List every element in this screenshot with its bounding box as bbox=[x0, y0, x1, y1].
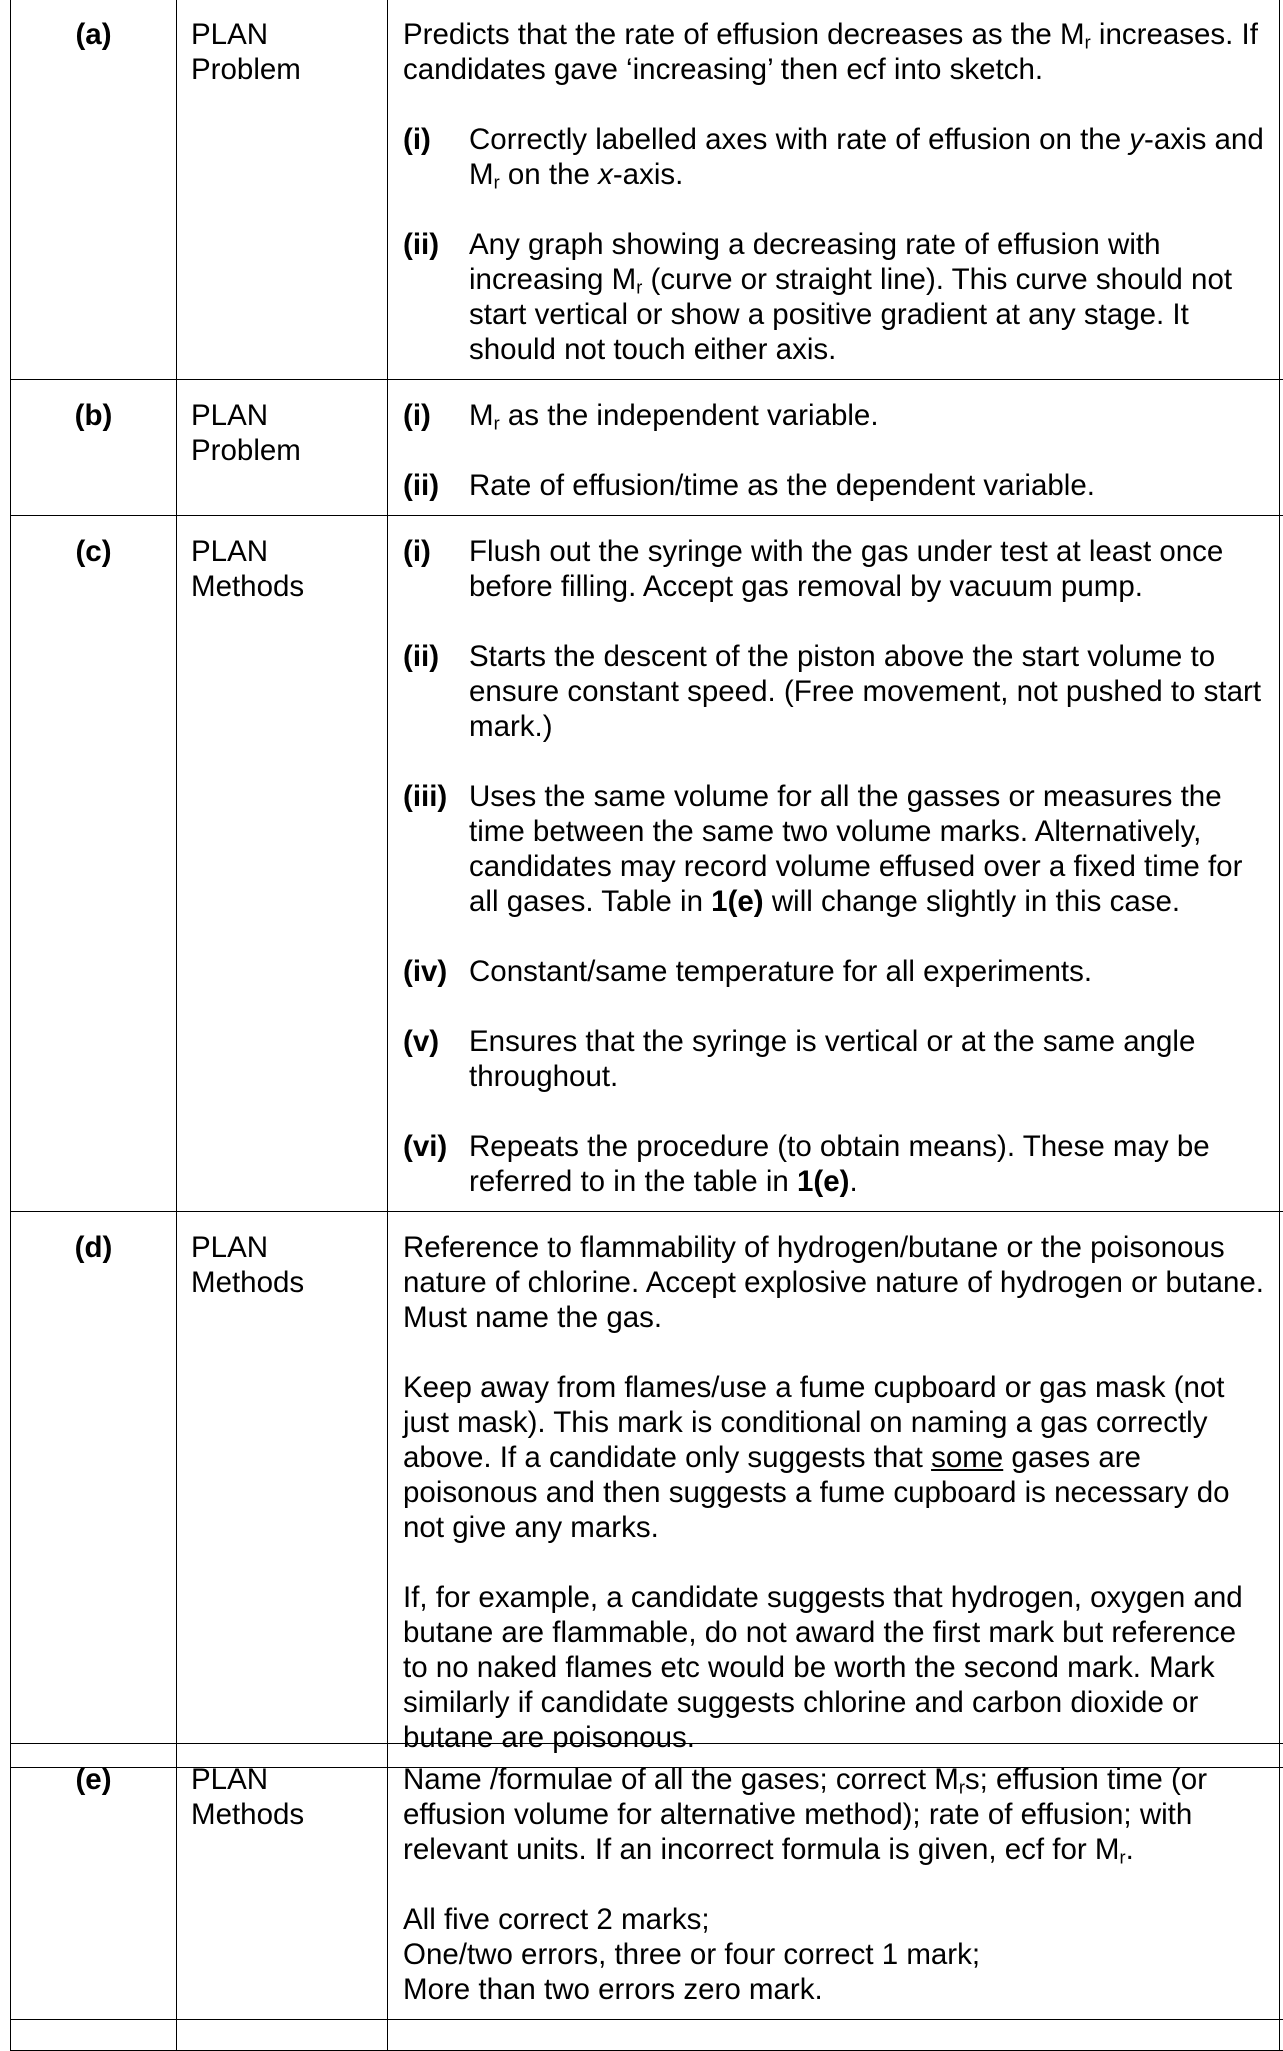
item-text: Rate of effusion/time as the dependent variable. bbox=[469, 468, 1265, 503]
guidance-item bbox=[403, 227, 1265, 367]
question-label: (d) bbox=[11, 1212, 177, 1768]
question-label: (c) bbox=[11, 516, 177, 1212]
item-text: Correctly labelled axes with rate of effusion on the y-axis and $M_r$ on the x-axis. bbox=[469, 122, 1265, 192]
criteria-line: More than two errors zero mark. bbox=[403, 1972, 1265, 2007]
guidance-item bbox=[403, 468, 1265, 503]
criteria-line: One/two errors, three or four correct 1 mark; bbox=[403, 1937, 1265, 1972]
item-text: Ensures that the syringe is vertical or at the same angle throughout. bbox=[469, 1024, 1265, 1094]
table-row bbox=[11, 516, 1283, 1212]
table-row bbox=[11, 1744, 1283, 2020]
table-row bbox=[11, 0, 1283, 380]
guidance-cell bbox=[388, 516, 1280, 1212]
category-skill: Methods bbox=[191, 569, 387, 604]
item-text: Repeats the procedure (to obtain means). These may be referred to in the table in 1(e). bbox=[469, 1129, 1265, 1199]
criteria-line: All five correct 2 marks; bbox=[403, 1902, 1265, 1937]
table-row bbox=[11, 380, 1283, 516]
item-text: Flush out the syringe with the gas under test at least once before filling. Accept gas removal by vacuum pump. bbox=[469, 534, 1265, 604]
guidance-cell bbox=[388, 380, 1280, 516]
guidance-item bbox=[403, 639, 1265, 744]
category-cell bbox=[177, 0, 388, 380]
mark-scheme-table-continued bbox=[10, 1743, 1283, 2051]
category-skill: Methods bbox=[191, 1265, 387, 1300]
question-label: (e) bbox=[11, 1744, 177, 2020]
category-type: PLAN bbox=[191, 534, 387, 569]
guidance-item bbox=[403, 1129, 1265, 1199]
question-label: (a) bbox=[11, 0, 177, 380]
guidance-item bbox=[403, 954, 1265, 989]
guidance-paragraph: Predicts that the rate of effusion decreases as the $M_r$ increases. If candidates gave ‘increasing’ then ecf into sketch. bbox=[403, 17, 1265, 87]
category-skill: Methods bbox=[191, 1797, 387, 1832]
category-cell bbox=[177, 380, 388, 516]
category-skill: Problem bbox=[191, 433, 387, 468]
guidance-paragraph: If, for example, a candidate suggests that hydrogen, oxygen and butane are flammable, do not award the first mark but reference to no naked flames etc would be worth the second mark. Mark similarly if candidate suggests chlorine and carbon dioxide or butane are poisonous. bbox=[403, 1580, 1265, 1755]
category-type: PLAN bbox=[191, 398, 387, 433]
guidance-cell bbox=[388, 0, 1280, 380]
guidance-item bbox=[403, 398, 1265, 433]
guidance-item bbox=[403, 1024, 1265, 1094]
item-text: Any graph showing a decreasing rate of effusion with increasing $M_r$ (curve or straight line). This curve should not start vertical or show a positive gradient at any stage. It should not touch either axis. bbox=[469, 227, 1265, 367]
item-number: (vi) bbox=[403, 1129, 469, 1199]
guidance-item bbox=[403, 534, 1265, 604]
item-text: Constant/same temperature for all experiments. bbox=[469, 954, 1265, 989]
item-number: (iii) bbox=[403, 779, 469, 919]
guidance-paragraph: Keep away from flames/use a fume cupboard or gas mask (not just mask). This mark is conditional on naming a gas correctly above. If a candidate only suggests that some gases are poisonous and then suggests a fume cupboard is necessary do not give any marks. bbox=[403, 1370, 1265, 1545]
category-type: PLAN bbox=[191, 1230, 387, 1265]
category-cell bbox=[177, 1212, 388, 1768]
category-skill: Problem bbox=[191, 52, 387, 87]
item-number: (i) bbox=[403, 122, 469, 192]
item-number: (i) bbox=[403, 534, 469, 604]
marking-criteria bbox=[403, 1902, 1265, 2007]
guidance-cell bbox=[388, 1212, 1280, 1768]
item-number: (i) bbox=[403, 398, 469, 433]
item-number: (iv) bbox=[403, 954, 469, 989]
item-text: Uses the same volume for all the gasses or measures the time between the same two volume marks. Alternatively, candidates may record volume effused over a fixed time for all gases. Table in 1(e) will change slightly in this case. bbox=[469, 779, 1265, 919]
item-number: (ii) bbox=[403, 227, 469, 367]
guidance-paragraph: Name /formulae of all the gases; correct $M_rs$; effusion time (or effusion volume for alternative method); rate of effusion; with relevant units. If an incorrect formula is given, ecf for $M_r$. bbox=[403, 1762, 1265, 1867]
category-cell bbox=[177, 1744, 388, 2020]
table-row-next bbox=[11, 2020, 1283, 2051]
guidance-cell bbox=[388, 1744, 1280, 2020]
guidance-item bbox=[403, 779, 1265, 919]
category-cell bbox=[177, 516, 388, 1212]
table-row bbox=[11, 1212, 1283, 1768]
item-text: Starts the descent of the piston above the start volume to ensure constant speed. (Free movement, not pushed to start mark.) bbox=[469, 639, 1265, 744]
item-number: (v) bbox=[403, 1024, 469, 1094]
category-type: PLAN bbox=[191, 1762, 387, 1797]
category-type: PLAN bbox=[191, 17, 387, 52]
item-text: $M_r$ as the independent variable. bbox=[469, 398, 1265, 433]
mark-scheme-table bbox=[10, 0, 1283, 1768]
guidance-item bbox=[403, 122, 1265, 192]
guidance-paragraph: Reference to flammability of hydrogen/butane or the poisonous nature of chlorine. Accept explosive nature of hydrogen or butane. Must name the gas. bbox=[403, 1230, 1265, 1335]
item-number: (ii) bbox=[403, 639, 469, 744]
item-number: (ii) bbox=[403, 468, 469, 503]
question-label: (b) bbox=[11, 380, 177, 516]
